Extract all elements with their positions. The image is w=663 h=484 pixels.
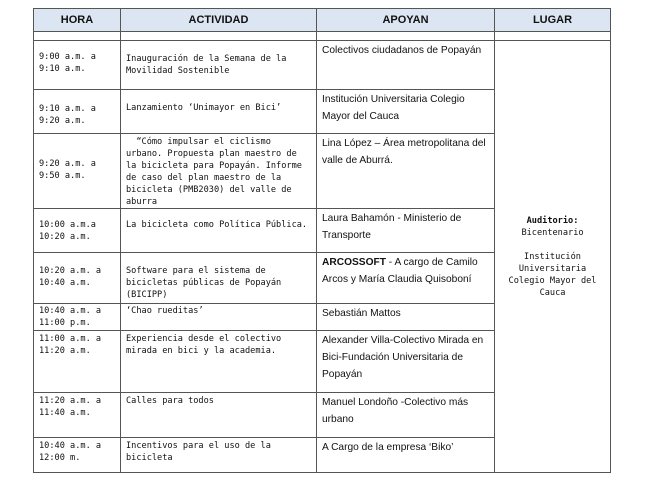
time-cell: 11:20 a.m. a 11:40 a.m. <box>34 393 121 438</box>
time-cell: 11:00 a.m. a 11:20 a.m. <box>34 331 121 393</box>
support-cell: Colectivos ciudadanos de Popayán <box>317 41 495 90</box>
table-row <box>34 41 611 90</box>
header-row <box>34 9 611 32</box>
activity-cell: Lanzamiento ‘Unimayor en Bici’ <box>121 90 317 134</box>
time-cell: 9:10 a.m. a 9:20 a.m. <box>34 90 121 134</box>
venue-cell <box>495 41 611 473</box>
activity-cell: Incentivos para el uso de la bicicleta <box>121 438 317 473</box>
header-hora: HORA <box>34 9 121 32</box>
support-cell: Laura Bahamón - Ministerio de Transporte <box>317 209 495 253</box>
support-cell: ARCOSSOFT - A cargo de Camilo Arcos y María Claudia Quisoboní <box>317 253 495 304</box>
time-cell: 10:00 a.m.a 10:20 a.m. <box>34 209 121 253</box>
time-cell: 9:00 a.m. a 9:10 a.m. <box>34 41 121 90</box>
venue-subtitle: Bicentenario <box>521 227 584 238</box>
activity-cell: Software para el sistema de bicicletas públicas de Popayán (BICIPP) <box>121 253 317 304</box>
activity-cell: “Cómo impulsar el ciclismo urbano. Propuesta plan maestro de la bicicleta para Popayán. Informe de caso del plan maestro de la bicicleta (PMB2030) del valle de aburra <box>121 134 317 209</box>
support-cell: Manuel Londoño -Colectivo más urbano <box>317 393 495 438</box>
time-cell: 10:40 a.m. a 11:00 p.m. <box>34 304 121 331</box>
header-apoyan: APOYAN <box>317 9 495 32</box>
time-cell: 10:20 a.m. a 10:40 a.m. <box>34 253 121 304</box>
spacer-row <box>34 32 611 41</box>
time-cell: 10:40 a.m. a 12:00 m. <box>34 438 121 473</box>
schedule-table <box>33 8 611 473</box>
header-actividad: ACTIVIDAD <box>121 9 317 32</box>
activity-cell: La bicicleta como Política Pública. <box>121 209 317 253</box>
support-cell: A Cargo de la empresa ‘Biko’ <box>317 438 495 473</box>
activity-cell: Experiencia desde el colectivo mirada en bici y la academia. <box>121 331 317 393</box>
support-cell: Institución Universitaria Colegio Mayor del Cauca <box>317 90 495 134</box>
support-cell: Alexander Villa-Colectivo Mirada en Bici-Fundación Universitaria de Popayán <box>317 331 495 393</box>
support-cell: Lina López – Área metropolitana del valle de Aburrá. <box>317 134 495 209</box>
activity-cell: Inauguración de la Semana de la Movilidad Sostenible <box>121 41 317 90</box>
time-cell: 9:20 a.m. a 9:50 a.m. <box>34 134 121 209</box>
support-cell: Sebastián Mattos <box>317 304 495 331</box>
header-lugar: LUGAR <box>495 9 611 32</box>
venue-place: Institución Universitaria Colegio Mayor del Cauca <box>508 251 597 298</box>
activity-cell: ‘Chao rueditas’ <box>121 304 317 331</box>
activity-cell: Calles para todos <box>121 393 317 438</box>
venue-title: Auditorio: <box>526 215 579 226</box>
